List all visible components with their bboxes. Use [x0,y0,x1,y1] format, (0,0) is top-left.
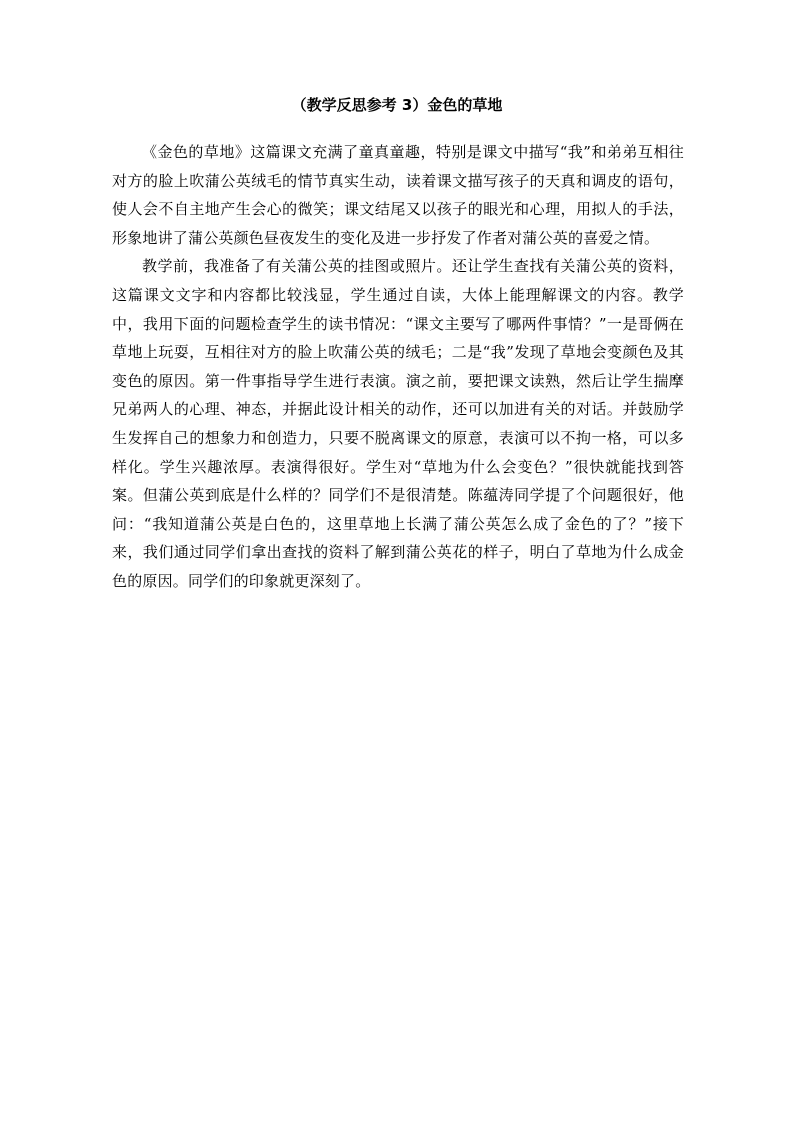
document-title: （教学反思参考 3）金色的草地 [291,96,503,114]
paragraph-1: 《金色的草地》这篇课文充满了童真童趣，特别是课文中描写“我”和弟弟互相往对方的脸上吹蒲公英绒毛的情节真实生动，读着课文描写孩子的天真和调皮的语句，使人会不自主地产生会心的微笑；课文结尾又以孩子的眼光和心理，用拟人的手法，形象地讲了蒲公英颜色昼夜发生的变化及进一步抒发了作者对蒲公英的喜爱之情。 [112,143,684,247]
document-body [112,138,684,596]
paragraph-2: 教学前，我准备了有关蒲公英的挂图或照片。还让学生查找有关蒲公英的资料，这篇课文文字和内容都比较浅显，学生通过自读，大体上能理解课文的内容。教学中，我用下面的问题检查学生的读书情况：“课文主要写了哪两件事情？”一是哥俩在草地上玩耍，互相往对方的脸上吹蒲公英的绒毛；二是“我”发现了草地会变颜色及其变色的原因。第一件事指导学生进行表演。演之前，要把课文读熟，然后让学生揣摩兄弟两人的心理、神态，并据此设计相关的动作，还可以加进有关的对话。并鼓励学生发挥自己的想象力和创造力，只要不脱离课文的原意，表演可以不拘一格，可以多样化。学生兴趣浓厚。表演得很好。学生对“草地为什么会变色？”很快就能找到答案。但蒲公英到底是什么样的？同学们不是很清楚。陈蕴涛同学提了个问题很好，他问：“我知道蒲公英是白色的，这里草地上长满了蒲公英怎么成了金色的了？”接下来，我们通过同学们拿出查找的资料了解到蒲公英花的样子，明白了草地为什么成金色的原因。同学们的印象就更深刻了。 [112,257,684,590]
